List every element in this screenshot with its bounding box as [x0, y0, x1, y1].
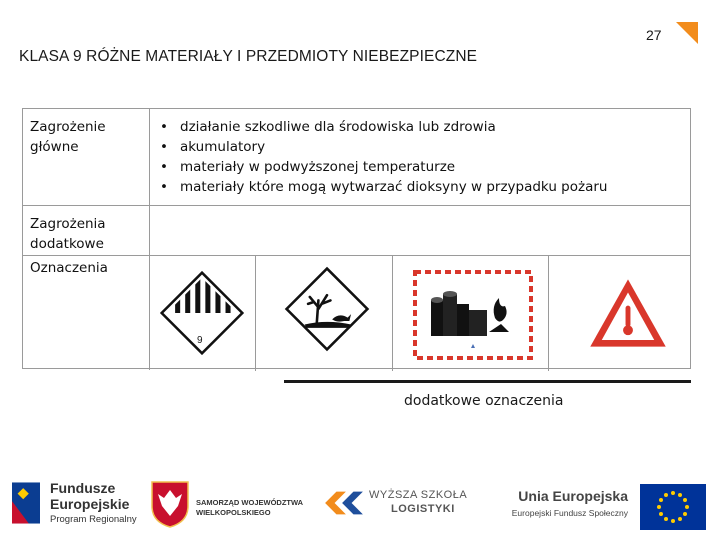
- fe-line-3: Program Regionalny: [50, 514, 137, 525]
- hazard-table: [22, 108, 691, 369]
- environment-hazard-icon: [284, 266, 370, 352]
- main-hazard-cell: [149, 109, 690, 205]
- main-hazard-label-cell: [23, 109, 149, 205]
- temperature-sign: [548, 256, 693, 371]
- bullet: •: [160, 179, 168, 195]
- logo-wyzsza-szkola-logistyki: [325, 484, 490, 528]
- ue-line-1: Unia Europejska: [518, 488, 628, 504]
- wsl-chevron-icon: [325, 486, 363, 520]
- samorzad-line-1: SAMORZĄD WOJEWÓDZTWA: [196, 498, 304, 507]
- eu-flag-icon: [640, 484, 706, 530]
- bullet: •: [160, 139, 168, 155]
- class-9-number: 9: [197, 335, 203, 346]
- main-hazard-list: [150, 109, 690, 197]
- elevated-temperature-icon: [587, 276, 669, 350]
- environment-sign: [255, 256, 392, 371]
- bullet: •: [160, 159, 168, 175]
- fundusze-europejskie-icon: [12, 482, 40, 524]
- wsl-line-1: WYŻSZA SZKOŁA: [369, 489, 468, 501]
- logo-unia-europejska: [488, 488, 628, 524]
- markings-label: Oznaczenia: [30, 260, 108, 276]
- footer-logos: [0, 470, 720, 540]
- caption-rule: [284, 380, 691, 383]
- samorzad-line-2: WIELKOPOLSKIEGO: [196, 508, 271, 517]
- coat-of-arms-icon: [150, 480, 190, 528]
- additional-hazard-cell: [149, 205, 690, 255]
- battery-sign: [392, 256, 548, 371]
- additional-markings-caption: dodatkowe oznaczenia: [404, 393, 564, 409]
- fe-line-2: Europejskie: [50, 496, 130, 512]
- page-number: 27: [646, 27, 662, 43]
- list-item: • materiały w podwyższonej temperaturze: [160, 159, 456, 175]
- lithium-battery-label-icon: [413, 270, 533, 360]
- logo-samorzad: [150, 480, 320, 532]
- main-hazard-label: Zagrożenie główne: [30, 119, 106, 155]
- markings-cell: [149, 255, 690, 370]
- markings-label-cell: [23, 255, 149, 370]
- ue-line-2: Europejski Fundusz Społeczny: [511, 508, 628, 518]
- logo-fundusze-europejskie: [12, 478, 147, 530]
- class-9-sign: [150, 256, 255, 371]
- bullet: •: [160, 119, 168, 135]
- additional-hazard-label-cell: [23, 205, 149, 255]
- additional-hazard-label: Zagrożenia dodatkowe: [30, 216, 106, 252]
- corner-triangle-icon: [676, 22, 698, 44]
- fe-line-1: Fundusze: [50, 480, 116, 496]
- wsl-line-2: LOGISTYKI: [391, 503, 455, 515]
- list-item: • akumulatory: [160, 139, 266, 155]
- list-item: • działanie szkodliwe dla środowiska lub zdrowia: [160, 119, 496, 135]
- slide-title: KLASA 9 RÓŻNE MATERIAŁY I PRZEDMIOTY NIEBEZPIECZNE: [19, 48, 478, 65]
- list-item: • materiały które mogą wytwarzać dioksyny w przypadku pożaru: [160, 179, 608, 195]
